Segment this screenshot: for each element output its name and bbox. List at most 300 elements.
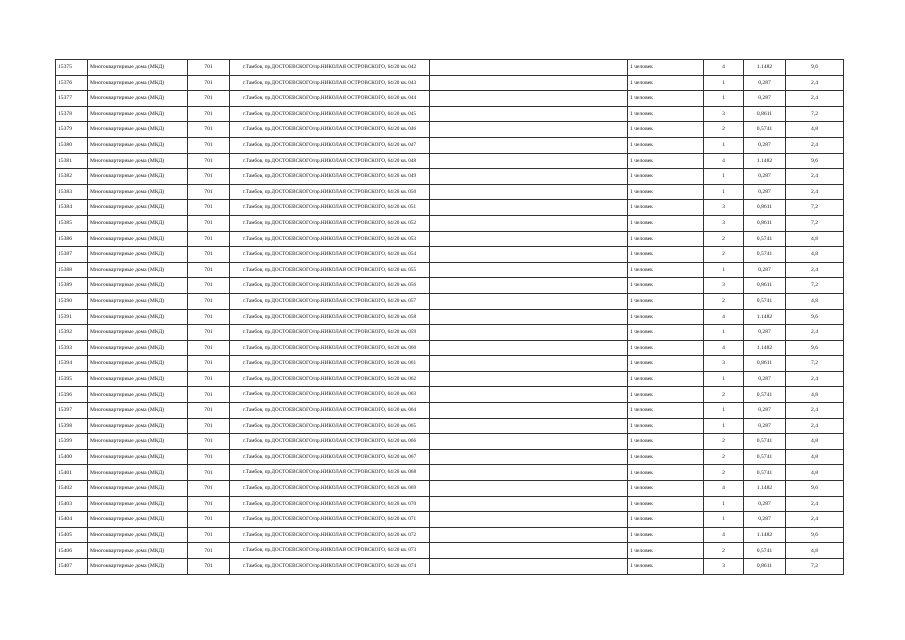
table-row [56, 512, 844, 528]
cell-count: 4 [704, 340, 744, 356]
cell-code: 701 [188, 137, 230, 153]
cell-id: 15393 [56, 340, 88, 356]
cell-empty [430, 278, 628, 294]
cell-total: 9,6 [786, 153, 844, 169]
cell-unit: 1 человек [628, 387, 704, 403]
cell-total: 2,4 [786, 91, 844, 107]
cell-code: 701 [188, 262, 230, 278]
table-row [56, 543, 844, 559]
table-row [56, 418, 844, 434]
cell-count: 1 [704, 169, 744, 185]
cell-count: 2 [704, 247, 744, 263]
cell-count: 2 [704, 465, 744, 481]
cell-unit: 1 человек [628, 371, 704, 387]
cell-total: 7,2 [786, 200, 844, 216]
cell-empty [430, 153, 628, 169]
cell-unit: 1 человек [628, 481, 704, 497]
cell-building-type: Многоквартирные дома (МКД) [88, 215, 188, 231]
table-row [56, 371, 844, 387]
cell-total: 9,6 [786, 340, 844, 356]
cell-coefficient: 0,5741 [744, 293, 786, 309]
cell-empty [430, 169, 628, 185]
cell-total: 9,6 [786, 309, 844, 325]
cell-total: 2,4 [786, 403, 844, 419]
cell-id: 15379 [56, 122, 88, 138]
cell-unit: 1 человек [628, 325, 704, 341]
cell-address: г.Тамбов, пр.ДОСТОЕВСКОГО/пр.НИКОЛАЯ ОСТРОВСКОГО, 64/20 кв. 046 [230, 122, 430, 138]
table-row [56, 169, 844, 185]
cell-total: 9,6 [786, 60, 844, 76]
table-row [56, 153, 844, 169]
cell-coefficient: 0,287 [744, 169, 786, 185]
cell-coefficient: 0,8611 [744, 278, 786, 294]
cell-unit: 1 человек [628, 512, 704, 528]
cell-coefficient: 1.1482 [744, 153, 786, 169]
cell-id: 15378 [56, 106, 88, 122]
cell-code: 701 [188, 449, 230, 465]
cell-address: г.Тамбов, пр.ДОСТОЕВСКОГО/пр.НИКОЛАЯ ОСТРОВСКОГО, 64/20 кв. 052 [230, 215, 430, 231]
cell-code: 701 [188, 481, 230, 497]
cell-address: г.Тамбов, пр.ДОСТОЕВСКОГО/пр.НИКОЛАЯ ОСТРОВСКОГО, 64/20 кв. 060 [230, 340, 430, 356]
cell-code: 701 [188, 325, 230, 341]
table-row [56, 231, 844, 247]
document-page [55, 59, 843, 575]
cell-empty [430, 137, 628, 153]
cell-building-type: Многоквартирные дома (МКД) [88, 387, 188, 403]
cell-coefficient: 0,5741 [744, 465, 786, 481]
cell-empty [430, 543, 628, 559]
table-row [56, 215, 844, 231]
cell-coefficient: 0,287 [744, 512, 786, 528]
cell-unit: 1 человек [628, 403, 704, 419]
cell-id: 15398 [56, 418, 88, 434]
cell-count: 4 [704, 153, 744, 169]
cell-total: 4,8 [786, 231, 844, 247]
cell-coefficient: 0,8611 [744, 356, 786, 372]
cell-count: 2 [704, 122, 744, 138]
cell-building-type: Многоквартирные дома (МКД) [88, 371, 188, 387]
cell-code: 701 [188, 512, 230, 528]
cell-id: 15375 [56, 60, 88, 76]
cell-total: 7,2 [786, 215, 844, 231]
cell-coefficient: 1.1482 [744, 481, 786, 497]
cell-code: 701 [188, 60, 230, 76]
cell-id: 15400 [56, 449, 88, 465]
cell-building-type: Многоквартирные дома (МКД) [88, 247, 188, 263]
cell-empty [430, 325, 628, 341]
cell-unit: 1 человек [628, 543, 704, 559]
table-row [56, 559, 844, 575]
cell-address: г.Тамбов, пр.ДОСТОЕВСКОГО/пр.НИКОЛАЯ ОСТРОВСКОГО, 64/20 кв. 073 [230, 543, 430, 559]
cell-count: 1 [704, 75, 744, 91]
cell-code: 701 [188, 122, 230, 138]
cell-count: 1 [704, 262, 744, 278]
table-row [56, 137, 844, 153]
table-row [56, 340, 844, 356]
cell-building-type: Многоквартирные дома (МКД) [88, 231, 188, 247]
cell-coefficient: 1.1482 [744, 309, 786, 325]
table-row [56, 278, 844, 294]
cell-building-type: Многоквартирные дома (МКД) [88, 340, 188, 356]
cell-count: 2 [704, 293, 744, 309]
cell-unit: 1 человек [628, 106, 704, 122]
cell-address: г.Тамбов, пр.ДОСТОЕВСКОГО/пр.НИКОЛАЯ ОСТРОВСКОГО, 64/20 кв. 064 [230, 403, 430, 419]
cell-unit: 1 человек [628, 231, 704, 247]
cell-empty [430, 60, 628, 76]
cell-empty [430, 340, 628, 356]
cell-id: 15396 [56, 387, 88, 403]
cell-total: 2,4 [786, 75, 844, 91]
cell-coefficient: 0,287 [744, 75, 786, 91]
cell-building-type: Многоквартирные дома (МКД) [88, 434, 188, 450]
cell-empty [430, 559, 628, 575]
cell-address: г.Тамбов, пр.ДОСТОЕВСКОГО/пр.НИКОЛАЯ ОСТРОВСКОГО, 64/20 кв. 058 [230, 309, 430, 325]
cell-count: 4 [704, 527, 744, 543]
cell-id: 15392 [56, 325, 88, 341]
cell-building-type: Многоквартирные дома (МКД) [88, 184, 188, 200]
table-row [56, 434, 844, 450]
table-row [56, 106, 844, 122]
cell-unit: 1 человек [628, 200, 704, 216]
cell-id: 15383 [56, 184, 88, 200]
cell-address: г.Тамбов, пр.ДОСТОЕВСКОГО/пр.НИКОЛАЯ ОСТРОВСКОГО, 64/20 кв. 072 [230, 527, 430, 543]
table-row [56, 496, 844, 512]
cell-unit: 1 человек [628, 60, 704, 76]
cell-total: 2,4 [786, 371, 844, 387]
table-row [56, 122, 844, 138]
cell-unit: 1 человек [628, 91, 704, 107]
cell-count: 3 [704, 278, 744, 294]
cell-address: г.Тамбов, пр.ДОСТОЕВСКОГО/пр.НИКОЛАЯ ОСТРОВСКОГО, 64/20 кв. 050 [230, 184, 430, 200]
cell-empty [430, 403, 628, 419]
cell-building-type: Многоквартирные дома (МКД) [88, 91, 188, 107]
cell-coefficient: 0,5741 [744, 122, 786, 138]
cell-id: 15388 [56, 262, 88, 278]
cell-empty [430, 106, 628, 122]
cell-code: 701 [188, 434, 230, 450]
cell-id: 15402 [56, 481, 88, 497]
cell-building-type: Многоквартирные дома (МКД) [88, 481, 188, 497]
cell-building-type: Многоквартирные дома (МКД) [88, 496, 188, 512]
cell-coefficient: 0,287 [744, 137, 786, 153]
cell-count: 2 [704, 231, 744, 247]
cell-coefficient: 0,8611 [744, 215, 786, 231]
cell-id: 15405 [56, 527, 88, 543]
cell-id: 15404 [56, 512, 88, 528]
table-row [56, 387, 844, 403]
cell-address: г.Тамбов, пр.ДОСТОЕВСКОГО/пр.НИКОЛАЯ ОСТРОВСКОГО, 64/20 кв. 074 [230, 559, 430, 575]
cell-code: 701 [188, 356, 230, 372]
cell-coefficient: 0,5741 [744, 449, 786, 465]
data-table [55, 59, 844, 575]
cell-empty [430, 293, 628, 309]
cell-empty [430, 122, 628, 138]
cell-id: 15386 [56, 231, 88, 247]
cell-unit: 1 человек [628, 122, 704, 138]
cell-code: 701 [188, 215, 230, 231]
cell-empty [430, 356, 628, 372]
cell-building-type: Многоквартирные дома (МКД) [88, 293, 188, 309]
cell-building-type: Многоквартирные дома (МКД) [88, 309, 188, 325]
cell-id: 15403 [56, 496, 88, 512]
table-row [56, 184, 844, 200]
cell-code: 701 [188, 91, 230, 107]
cell-code: 701 [188, 247, 230, 263]
cell-total: 7,2 [786, 278, 844, 294]
cell-building-type: Многоквартирные дома (МКД) [88, 356, 188, 372]
table-row [56, 200, 844, 216]
cell-address: г.Тамбов, пр.ДОСТОЕВСКОГО/пр.НИКОЛАЯ ОСТРОВСКОГО, 64/20 кв. 049 [230, 169, 430, 185]
cell-building-type: Многоквартирные дома (МКД) [88, 418, 188, 434]
cell-count: 1 [704, 418, 744, 434]
cell-total: 4,8 [786, 449, 844, 465]
cell-code: 701 [188, 527, 230, 543]
cell-unit: 1 человек [628, 137, 704, 153]
cell-building-type: Многоквартирные дома (МКД) [88, 75, 188, 91]
cell-empty [430, 200, 628, 216]
cell-code: 701 [188, 340, 230, 356]
table-row [56, 293, 844, 309]
cell-empty [430, 309, 628, 325]
cell-id: 15381 [56, 153, 88, 169]
cell-building-type: Многоквартирные дома (МКД) [88, 512, 188, 528]
cell-coefficient: 0,5741 [744, 387, 786, 403]
table-row [56, 481, 844, 497]
cell-total: 2,4 [786, 325, 844, 341]
table-body [56, 60, 844, 575]
cell-empty [430, 184, 628, 200]
cell-unit: 1 человек [628, 559, 704, 575]
cell-unit: 1 человек [628, 434, 704, 450]
cell-address: г.Тамбов, пр.ДОСТОЕВСКОГО/пр.НИКОЛАЯ ОСТРОВСКОГО, 64/20 кв. 065 [230, 418, 430, 434]
cell-address: г.Тамбов, пр.ДОСТОЕВСКОГО/пр.НИКОЛАЯ ОСТРОВСКОГО, 64/20 кв. 051 [230, 200, 430, 216]
cell-unit: 1 человек [628, 465, 704, 481]
cell-building-type: Многоквартирные дома (МКД) [88, 169, 188, 185]
cell-building-type: Многоквартирные дома (МКД) [88, 325, 188, 341]
cell-address: г.Тамбов, пр.ДОСТОЕВСКОГО/пр.НИКОЛАЯ ОСТРОВСКОГО, 64/20 кв. 045 [230, 106, 430, 122]
cell-address: г.Тамбов, пр.ДОСТОЕВСКОГО/пр.НИКОЛАЯ ОСТРОВСКОГО, 64/20 кв. 055 [230, 262, 430, 278]
cell-address: г.Тамбов, пр.ДОСТОЕВСКОГО/пр.НИКОЛАЯ ОСТРОВСКОГО, 64/20 кв. 063 [230, 387, 430, 403]
cell-building-type: Многоквартирные дома (МКД) [88, 527, 188, 543]
cell-total: 9,6 [786, 527, 844, 543]
cell-unit: 1 человек [628, 527, 704, 543]
cell-code: 701 [188, 465, 230, 481]
cell-empty [430, 481, 628, 497]
cell-building-type: Многоквартирные дома (МКД) [88, 465, 188, 481]
cell-code: 701 [188, 496, 230, 512]
table-row [56, 247, 844, 263]
cell-coefficient: 0,287 [744, 325, 786, 341]
cell-coefficient: 0,5741 [744, 434, 786, 450]
table-row [56, 527, 844, 543]
cell-unit: 1 человек [628, 169, 704, 185]
cell-building-type: Многоквартирные дома (МКД) [88, 122, 188, 138]
cell-count: 2 [704, 543, 744, 559]
cell-coefficient: 0,287 [744, 403, 786, 419]
cell-total: 2,4 [786, 184, 844, 200]
cell-code: 701 [188, 169, 230, 185]
cell-address: г.Тамбов, пр.ДОСТОЕВСКОГО/пр.НИКОЛАЯ ОСТРОВСКОГО, 64/20 кв. 066 [230, 434, 430, 450]
cell-id: 15395 [56, 371, 88, 387]
cell-unit: 1 человек [628, 340, 704, 356]
cell-code: 701 [188, 559, 230, 575]
cell-coefficient: 0,287 [744, 262, 786, 278]
cell-code: 701 [188, 403, 230, 419]
table-row [56, 356, 844, 372]
cell-unit: 1 человек [628, 496, 704, 512]
cell-coefficient: 1.1482 [744, 60, 786, 76]
cell-empty [430, 231, 628, 247]
cell-id: 15384 [56, 200, 88, 216]
cell-total: 7,2 [786, 356, 844, 372]
cell-empty [430, 215, 628, 231]
cell-coefficient: 0,5741 [744, 231, 786, 247]
cell-empty [430, 75, 628, 91]
cell-building-type: Многоквартирные дома (МКД) [88, 278, 188, 294]
cell-id: 15394 [56, 356, 88, 372]
cell-total: 2,4 [786, 418, 844, 434]
cell-address: г.Тамбов, пр.ДОСТОЕВСКОГО/пр.НИКОЛАЯ ОСТРОВСКОГО, 64/20 кв. 047 [230, 137, 430, 153]
cell-address: г.Тамбов, пр.ДОСТОЕВСКОГО/пр.НИКОЛАЯ ОСТРОВСКОГО, 64/20 кв. 053 [230, 231, 430, 247]
cell-coefficient: 0,5741 [744, 247, 786, 263]
cell-code: 701 [188, 184, 230, 200]
cell-id: 15382 [56, 169, 88, 185]
cell-address: г.Тамбов, пр.ДОСТОЕВСКОГО/пр.НИКОЛАЯ ОСТРОВСКОГО, 64/20 кв. 069 [230, 481, 430, 497]
cell-count: 1 [704, 91, 744, 107]
cell-count: 3 [704, 559, 744, 575]
cell-count: 2 [704, 449, 744, 465]
cell-building-type: Многоквартирные дома (МКД) [88, 449, 188, 465]
cell-coefficient: 1.1482 [744, 527, 786, 543]
cell-coefficient: 0,5741 [744, 543, 786, 559]
cell-count: 1 [704, 325, 744, 341]
cell-id: 15401 [56, 465, 88, 481]
cell-unit: 1 человек [628, 293, 704, 309]
cell-code: 701 [188, 371, 230, 387]
cell-count: 2 [704, 434, 744, 450]
cell-empty [430, 247, 628, 263]
cell-building-type: Многоквартирные дома (МКД) [88, 559, 188, 575]
cell-count: 4 [704, 309, 744, 325]
table-row [56, 60, 844, 76]
cell-total: 2,4 [786, 496, 844, 512]
cell-building-type: Многоквартирные дома (МКД) [88, 403, 188, 419]
cell-building-type: Многоквартирные дома (МКД) [88, 543, 188, 559]
cell-code: 701 [188, 200, 230, 216]
table-row [56, 262, 844, 278]
cell-code: 701 [188, 309, 230, 325]
cell-code: 701 [188, 278, 230, 294]
cell-building-type: Многоквартирные дома (МКД) [88, 137, 188, 153]
cell-building-type: Многоквартирные дома (МКД) [88, 200, 188, 216]
cell-id: 15387 [56, 247, 88, 263]
cell-code: 701 [188, 543, 230, 559]
cell-empty [430, 512, 628, 528]
cell-unit: 1 человек [628, 215, 704, 231]
cell-count: 4 [704, 481, 744, 497]
cell-count: 3 [704, 200, 744, 216]
cell-total: 2,4 [786, 169, 844, 185]
cell-id: 15377 [56, 91, 88, 107]
cell-coefficient: 0,287 [744, 496, 786, 512]
cell-unit: 1 человек [628, 418, 704, 434]
cell-id: 15385 [56, 215, 88, 231]
cell-unit: 1 человек [628, 247, 704, 263]
table-row [56, 449, 844, 465]
cell-empty [430, 527, 628, 543]
cell-empty [430, 465, 628, 481]
cell-address: г.Тамбов, пр.ДОСТОЕВСКОГО/пр.НИКОЛАЯ ОСТРОВСКОГО, 64/20 кв. 067 [230, 449, 430, 465]
cell-count: 3 [704, 356, 744, 372]
cell-id: 15380 [56, 137, 88, 153]
cell-id: 15406 [56, 543, 88, 559]
cell-count: 1 [704, 137, 744, 153]
cell-address: г.Тамбов, пр.ДОСТОЕВСКОГО/пр.НИКОЛАЯ ОСТРОВСКОГО, 64/20 кв. 054 [230, 247, 430, 263]
cell-address: г.Тамбов, пр.ДОСТОЕВСКОГО/пр.НИКОЛАЯ ОСТРОВСКОГО, 64/20 кв. 056 [230, 278, 430, 294]
cell-id: 15390 [56, 293, 88, 309]
cell-id: 15399 [56, 434, 88, 450]
cell-code: 701 [188, 106, 230, 122]
cell-count: 3 [704, 106, 744, 122]
cell-building-type: Многоквартирные дома (МКД) [88, 106, 188, 122]
cell-total: 9,6 [786, 481, 844, 497]
cell-total: 4,8 [786, 543, 844, 559]
cell-total: 4,8 [786, 122, 844, 138]
cell-total: 4,8 [786, 434, 844, 450]
cell-count: 1 [704, 496, 744, 512]
cell-id: 15407 [56, 559, 88, 575]
cell-code: 701 [188, 418, 230, 434]
cell-empty [430, 449, 628, 465]
cell-total: 2,4 [786, 512, 844, 528]
cell-address: г.Тамбов, пр.ДОСТОЕВСКОГО/пр.НИКОЛАЯ ОСТРОВСКОГО, 64/20 кв. 062 [230, 371, 430, 387]
cell-total: 2,4 [786, 137, 844, 153]
cell-coefficient: 0,287 [744, 371, 786, 387]
cell-building-type: Многоквартирные дома (МКД) [88, 153, 188, 169]
cell-count: 4 [704, 60, 744, 76]
table-row [56, 91, 844, 107]
cell-unit: 1 человек [628, 356, 704, 372]
cell-address: г.Тамбов, пр.ДОСТОЕВСКОГО/пр.НИКОЛАЯ ОСТРОВСКОГО, 64/20 кв. 059 [230, 325, 430, 341]
cell-id: 15389 [56, 278, 88, 294]
cell-coefficient: 0,8611 [744, 559, 786, 575]
cell-total: 4,8 [786, 293, 844, 309]
cell-address: г.Тамбов, пр.ДОСТОЕВСКОГО/пр.НИКОЛАЯ ОСТРОВСКОГО, 64/20 кв. 070 [230, 496, 430, 512]
table-row [56, 309, 844, 325]
cell-address: г.Тамбов, пр.ДОСТОЕВСКОГО/пр.НИКОЛАЯ ОСТРОВСКОГО, 64/20 кв. 071 [230, 512, 430, 528]
cell-address: г.Тамбов, пр.ДОСТОЕВСКОГО/пр.НИКОЛАЯ ОСТРОВСКОГО, 64/20 кв. 044 [230, 91, 430, 107]
cell-code: 701 [188, 75, 230, 91]
cell-empty [430, 434, 628, 450]
cell-count: 3 [704, 215, 744, 231]
cell-empty [430, 262, 628, 278]
cell-empty [430, 91, 628, 107]
cell-coefficient: 0,8611 [744, 106, 786, 122]
cell-unit: 1 человек [628, 309, 704, 325]
cell-address: г.Тамбов, пр.ДОСТОЕВСКОГО/пр.НИКОЛАЯ ОСТРОВСКОГО, 64/20 кв. 068 [230, 465, 430, 481]
cell-coefficient: 0,8611 [744, 200, 786, 216]
cell-unit: 1 человек [628, 278, 704, 294]
cell-count: 1 [704, 512, 744, 528]
cell-empty [430, 496, 628, 512]
cell-count: 2 [704, 387, 744, 403]
cell-id: 15391 [56, 309, 88, 325]
cell-total: 4,8 [786, 387, 844, 403]
cell-address: г.Тамбов, пр.ДОСТОЕВСКОГО/пр.НИКОЛАЯ ОСТРОВСКОГО, 64/20 кв. 048 [230, 153, 430, 169]
cell-count: 1 [704, 371, 744, 387]
cell-address: г.Тамбов, пр.ДОСТОЕВСКОГО/пр.НИКОЛАЯ ОСТРОВСКОГО, 64/20 кв. 057 [230, 293, 430, 309]
cell-unit: 1 человек [628, 262, 704, 278]
